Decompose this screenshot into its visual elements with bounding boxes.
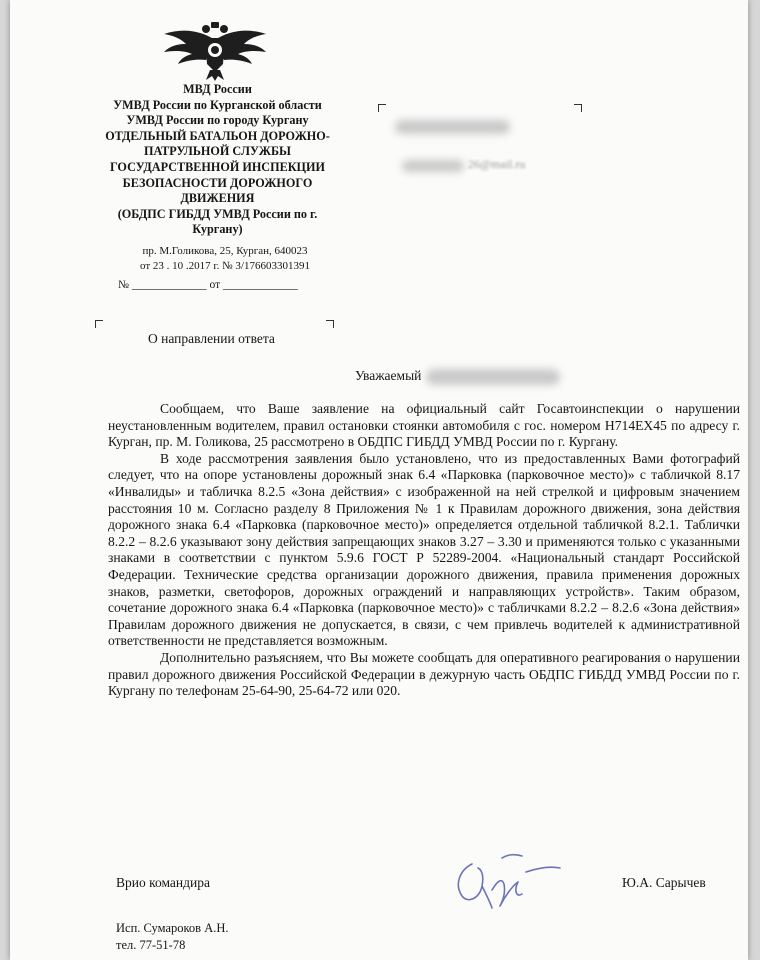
signatory-position: Врио командира — [116, 875, 210, 890]
recipient-corner-mark — [378, 104, 386, 112]
redacted-recipient-name — [395, 120, 510, 134]
document-date-reference: от 23 . 10 .2017 г. № 3/176603301391 — [140, 259, 310, 272]
letter-page — [10, 0, 748, 960]
header-line: Кургану) — [192, 222, 243, 237]
incoming-number-line: № _____________ от _____________ — [118, 279, 298, 291]
eagle-emblem-icon — [160, 20, 270, 82]
signatory-name: Ю.А. Сарычев — [622, 875, 706, 890]
header-line: ДВИЖЕНИЯ — [180, 191, 255, 206]
recipient-corner-mark — [574, 104, 582, 112]
header-line: (ОБДПС ГИБДД УМВД России по г. — [117, 206, 318, 221]
header-line: УМВД России по Курганской области — [113, 97, 322, 112]
redacted-addressee-name — [426, 369, 560, 385]
header-line: БЕЗОПАСНОСТИ ДОРОЖНОГО — [122, 175, 313, 190]
header-line: МВД России — [183, 82, 252, 96]
header-line: ОТДЕЛЬНЫЙ БАТАЛЬОН ДОРОЖНО- — [105, 128, 330, 143]
body-paragraph: Дополнительно разъясняем, что Вы можете сообщать для оперативного реагирования о нарушении правил дорожного движения Российской Федерации в дежурную часть ОБДПС ГИБДД УМВД России по г. Кургану по телефонам 25-64-90, 25-64-72 или 020. — [108, 649, 740, 699]
letter-body — [108, 401, 740, 700]
header-line: ГОСУДАРСТВЕННОЙ ИНСПЕКЦИИ — [109, 159, 325, 174]
header-line: УМВД России по городу Кургану — [126, 113, 309, 128]
letter-subject: О направлении ответа — [148, 331, 275, 346]
subject-corner-mark — [95, 320, 103, 328]
subject-corner-mark — [326, 320, 334, 328]
executor-name: Исп. Сумароков А.Н. — [116, 921, 229, 935]
agency-address-block — [120, 244, 330, 273]
redacted-email-prefix — [402, 160, 464, 172]
header-line: ПАТРУЛЬНОЙ СЛУЖБЫ — [143, 144, 292, 159]
body-paragraph: Сообщаем, что Ваше заявление на официальный сайт Госавтоинспекции о нарушении неустановленным водителем, правил остановки стоянки автомобиля с гос. номером Н714ЕХ45 по адресу г. Курган, пр. М. Голикова, 25 рассмотрено в ОБДПС ГИБДД УМВД России по г. Кургану. — [108, 401, 740, 450]
recipient-email: 26@mail.ru — [468, 157, 526, 171]
agency-header — [75, 82, 360, 238]
executor-block — [116, 920, 229, 954]
body-paragraph: В ходе рассмотрения заявления было установлено, что из предоставленных Вами фотографий следует, что на опоре установлены дорожный знак 6.4 «Парковка (парковочное место)» с табличкой 8.17 «Инвалиды» и табличка 8.2.5 «Зона действия» с изображенной на ней стрелкой и цифровым значением расстояния 10 м. Согласно разделу 8 Приложения № 1 к Правилам дорожного движения, зона действия дорожного знака 6.4 «Парковка (парковочное место)» определяется отдельной табличкой 8.2.1. Таблички 8.2.2 – 8.2.6 указывают зону действия запрещающих знаков 3.27 – 3.30 и применяются только с указанными знаками в соответствии с пунктом 5.9.6 ГОСТ Р 52289-2004. «Национальный стандарт Российской Федерации. Технические средства организации дорожного движения, правила применения дорожных знаков, разметки, светофоров, дорожных ограждений и направляющих устройств». Таким образом, сочетание дорожного знака 6.4 «Парковка (парковочное место)» с табличками 8.2.2 – 8.2.6 «Зона действия» Правилам дорожного движения не допускается, в связи, с чем привлечь водителей к административной ответственности не представляется возможным. — [108, 450, 740, 649]
executor-phone: тел. 77-51-78 — [116, 938, 186, 952]
agency-address: пр. М.Голикова, 25, Курган, 640023 — [142, 245, 308, 257]
handwritten-signature-icon — [442, 850, 562, 920]
greeting: Уважаемый — [355, 368, 422, 383]
